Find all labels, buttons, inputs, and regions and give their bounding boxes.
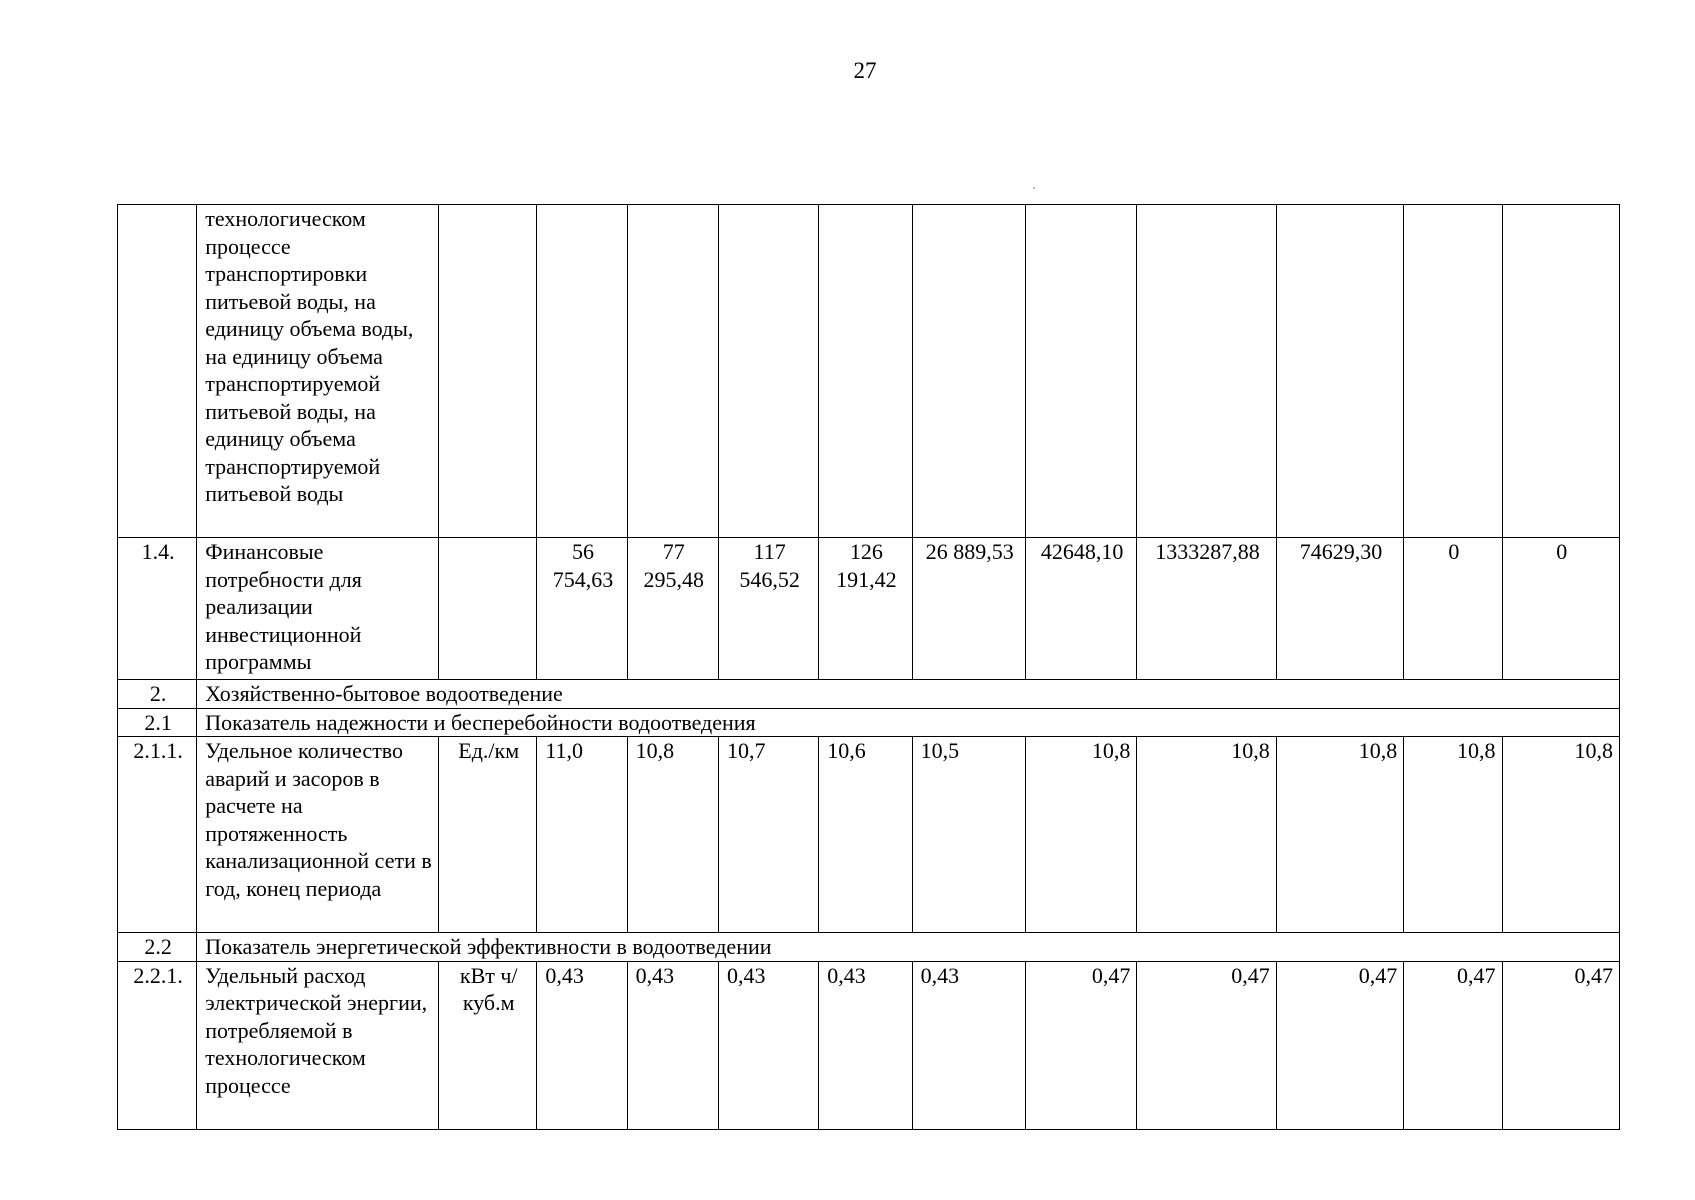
table-row	[118, 961, 1620, 1129]
row-number: 2.2.1.	[118, 961, 197, 1129]
indicator-name: технологическом процессе транспортировки питьевой воды, на единицу объема воды, на единицу объема транспортируемой питьевой воды, на единицу объема транспортируемой питьевой воды	[197, 205, 439, 538]
value-cell: 10,8	[1025, 737, 1136, 933]
value-cell: 42648,10	[1025, 538, 1136, 680]
unit-cell: кВт ч/куб.м	[439, 961, 537, 1129]
row-number: 2.	[118, 680, 197, 709]
value-cell: 10,8	[1276, 737, 1403, 933]
value-cell	[912, 205, 1025, 538]
value-cell: 0,43	[718, 961, 818, 1129]
value-cell: 0,43	[627, 961, 718, 1129]
value-cell: 0,43	[819, 961, 912, 1129]
row-number	[118, 205, 197, 538]
value-cell: 56 754,63	[537, 538, 627, 680]
value-cell: 0,47	[1404, 961, 1502, 1129]
value-cell: 11,0	[537, 737, 627, 933]
value-cell: 0,47	[1502, 961, 1620, 1129]
value-cell: 10,5	[912, 737, 1025, 933]
row-number: 2.1.1.	[118, 737, 197, 933]
value-cell	[1276, 205, 1403, 538]
value-cell: 10,8	[1137, 737, 1276, 933]
value-cell: 10,8	[627, 737, 718, 933]
table-row	[118, 538, 1620, 680]
value-cell: 10,8	[1502, 737, 1620, 933]
value-cell	[537, 205, 627, 538]
value-cell: 0,43	[912, 961, 1025, 1129]
value-cell	[718, 205, 818, 538]
value-cell	[1404, 205, 1502, 538]
value-cell: 10,6	[819, 737, 912, 933]
indicator-name: Финансовые потребности для реализации инвестиционной программы	[197, 538, 439, 680]
table-row	[118, 737, 1620, 933]
table-row	[118, 933, 1620, 962]
table-row	[118, 205, 1620, 538]
row-number: 1.4.	[118, 538, 197, 680]
section-title: Показатель надежности и бесперебойности водоотведения	[197, 708, 1620, 737]
value-cell: 77 295,48	[627, 538, 718, 680]
scan-speck	[1033, 187, 1035, 189]
value-cell: 0,47	[1025, 961, 1136, 1129]
value-cell: 74629,30	[1276, 538, 1403, 680]
table-row	[118, 708, 1620, 737]
value-cell: 26 889,53	[912, 538, 1025, 680]
value-cell: 0	[1502, 538, 1620, 680]
value-cell	[627, 205, 718, 538]
value-cell: 0	[1404, 538, 1502, 680]
indicators-table	[117, 204, 1620, 1130]
value-cell: 0,43	[537, 961, 627, 1129]
row-number: 2.2	[118, 933, 197, 962]
value-cell	[819, 205, 912, 538]
value-cell: 117 546,52	[718, 538, 818, 680]
unit-cell: Ед./км	[439, 737, 537, 933]
value-cell: 126 191,42	[819, 538, 912, 680]
value-cell	[1025, 205, 1136, 538]
section-title: Показатель энергетической эффективности в водоотведении	[197, 933, 1620, 962]
page-number: 27	[853, 58, 877, 83]
unit-cell	[439, 538, 537, 680]
value-cell: 0,47	[1276, 961, 1403, 1129]
value-cell: 1333287,88	[1137, 538, 1276, 680]
indicator-name: Удельный расход электрической энергии, потребляемой в технологическом процессе	[197, 961, 439, 1129]
value-cell	[1502, 205, 1620, 538]
row-number: 2.1	[118, 708, 197, 737]
table-row	[118, 680, 1620, 709]
section-title: Хозяйственно-бытовое водоотведение	[197, 680, 1620, 709]
value-cell: 10,7	[718, 737, 818, 933]
value-cell	[1137, 205, 1276, 538]
unit-cell	[439, 205, 537, 538]
value-cell: 10,8	[1404, 737, 1502, 933]
indicator-name: Удельное количество аварий и засоров в расчете на протяженность канализационной сети в год, конец периода	[197, 737, 439, 933]
value-cell: 0,47	[1137, 961, 1276, 1129]
